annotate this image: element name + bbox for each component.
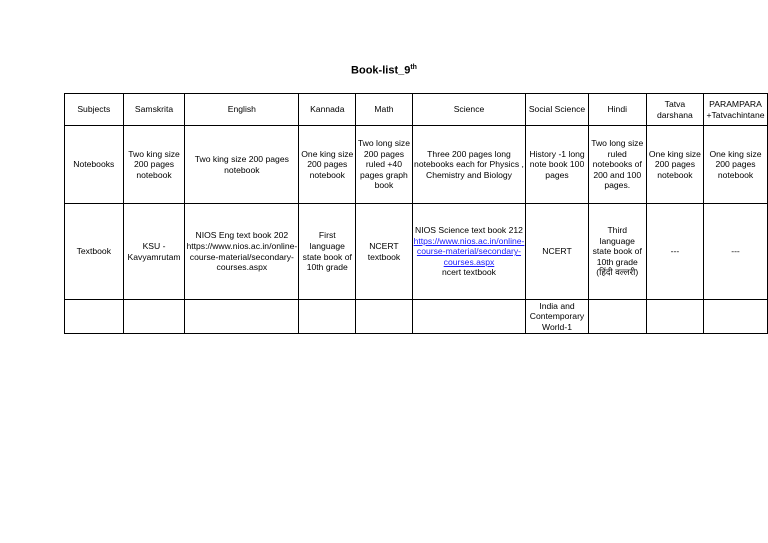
header-kannada: Kannada xyxy=(299,94,356,126)
textbook-math: NCERT textbook xyxy=(356,204,412,300)
notebooks-label: Notebooks xyxy=(65,126,124,204)
extra-row xyxy=(65,300,768,334)
extra-parampara xyxy=(704,300,768,334)
science-textbook-link[interactable]: https://www.nios.ac.in/online-course-material/secondary-courses.aspx xyxy=(413,235,525,267)
header-science: Science xyxy=(412,94,526,126)
notebooks-math: Two long size 200 pages ruled +40 pages graph book xyxy=(356,126,412,204)
header-parampara: PARAMPARA +Tatvachintane xyxy=(704,94,768,126)
notebooks-tatva-darshana: One king size 200 pages notebook xyxy=(646,126,703,204)
header-hindi: Hindi xyxy=(588,94,646,126)
textbook-science xyxy=(412,204,526,300)
notebooks-social-science: History -1 long note book 100 pages xyxy=(526,126,588,204)
textbook-parampara: --- xyxy=(704,204,768,300)
textbook-row xyxy=(65,204,768,300)
notebooks-kannada: One king size 200 pages notebook xyxy=(299,126,356,204)
notebooks-samskrita: Two king size 200 pages notebook xyxy=(123,126,185,204)
header-social-science: Social Science xyxy=(526,94,588,126)
extra-kannada xyxy=(299,300,356,334)
extra-samskrita xyxy=(123,300,185,334)
extra-hindi xyxy=(588,300,646,334)
notebooks-parampara: One king size 200 pages notebook xyxy=(704,126,768,204)
textbook-samskrita: KSU - Kavyamrutam xyxy=(123,204,185,300)
header-samskrita: Samskrita xyxy=(123,94,185,126)
extra-science xyxy=(412,300,526,334)
header-row xyxy=(65,94,768,126)
extra-math xyxy=(356,300,412,334)
notebooks-english: Two king size 200 pages notebook xyxy=(185,126,299,204)
textbook-hindi: Third language state book of 10th grade (हिंदी वल्लरी) xyxy=(588,204,646,300)
notebooks-science: Three 200 pages long notebooks each for Physics , Chemistry and Biology xyxy=(412,126,526,204)
header-tatva-darshana: Tatva darshana xyxy=(646,94,703,126)
notebooks-row xyxy=(65,126,768,204)
header-subjects: Subjects xyxy=(65,94,124,126)
science-textbook-extra: ncert textbook xyxy=(442,267,496,278)
textbook-kannada: First language state book of 10th grade xyxy=(299,204,356,300)
notebooks-hindi: Two long size ruled notebooks of 200 and 100 pages. xyxy=(588,126,646,204)
textbook-label: Textbook xyxy=(65,204,124,300)
header-math: Math xyxy=(356,94,412,126)
header-english: English xyxy=(185,94,299,126)
textbook-english: NIOS Eng text book 202 https://www.nios.ac.in/online-course-material/secondary-courses.aspx xyxy=(185,204,299,300)
extra-social-science: India and Contemporary World-1 xyxy=(526,300,588,334)
extra-tatva-darshana xyxy=(646,300,703,334)
extra-english xyxy=(185,300,299,334)
textbook-tatva-darshana: --- xyxy=(646,204,703,300)
page-title: Book-list_9th xyxy=(351,64,417,77)
textbook-social-science: NCERT xyxy=(526,204,588,300)
science-textbook-title: NIOS Science text book 212 xyxy=(415,225,523,236)
extra-label xyxy=(65,300,124,334)
book-list-table xyxy=(64,93,768,334)
